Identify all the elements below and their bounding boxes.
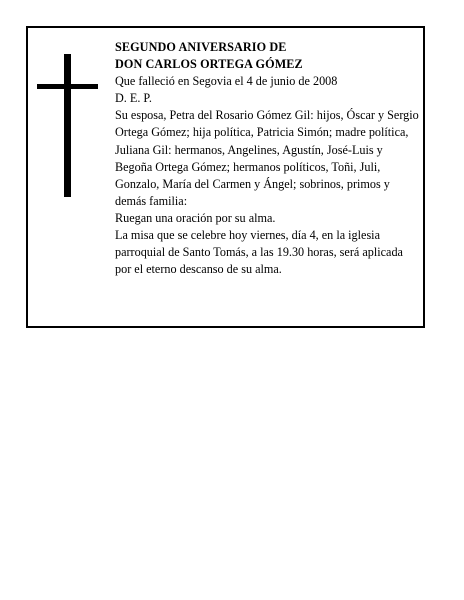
- rip-line: D. E. P.: [115, 91, 152, 106]
- obituary-text-block: [115, 39, 420, 278]
- notice-heading-line-1: SEGUNDO ANIVERSARIO DE: [115, 40, 287, 54]
- family-paragraph: Su esposa, Petra del Rosario Gómez Gil: hijos, Óscar y Sergio Ortega Gómez; hija política, Patricia Simón; madre política, Juliana Gil: hermanos, Angelines, Agustín, José-Luis y Begoña Ortega Gómez; hermanos políticos, Toñi, Juli, Gonzalo, María del Carmen y Ángel; sobrinos, primos y demás familia:: [115, 108, 419, 208]
- cross-horizontal-bar: [37, 84, 98, 89]
- death-date-line: Que falleció en Segovia el 4 de junio de 2008: [115, 74, 338, 89]
- notice-heading-line-2: DON CARLOS ORTEGA GÓMEZ: [115, 57, 303, 72]
- prayer-request-line: Ruegan una oración por su alma.: [115, 210, 276, 225]
- cross-vertical-bar: [64, 54, 71, 197]
- mass-paragraph: La misa que se celebre hoy viernes, día 4, en la iglesia parroquial de Santo Tomás, a las 19.30 horas, será aplicada por el eterno descanso de su alma.: [115, 228, 403, 277]
